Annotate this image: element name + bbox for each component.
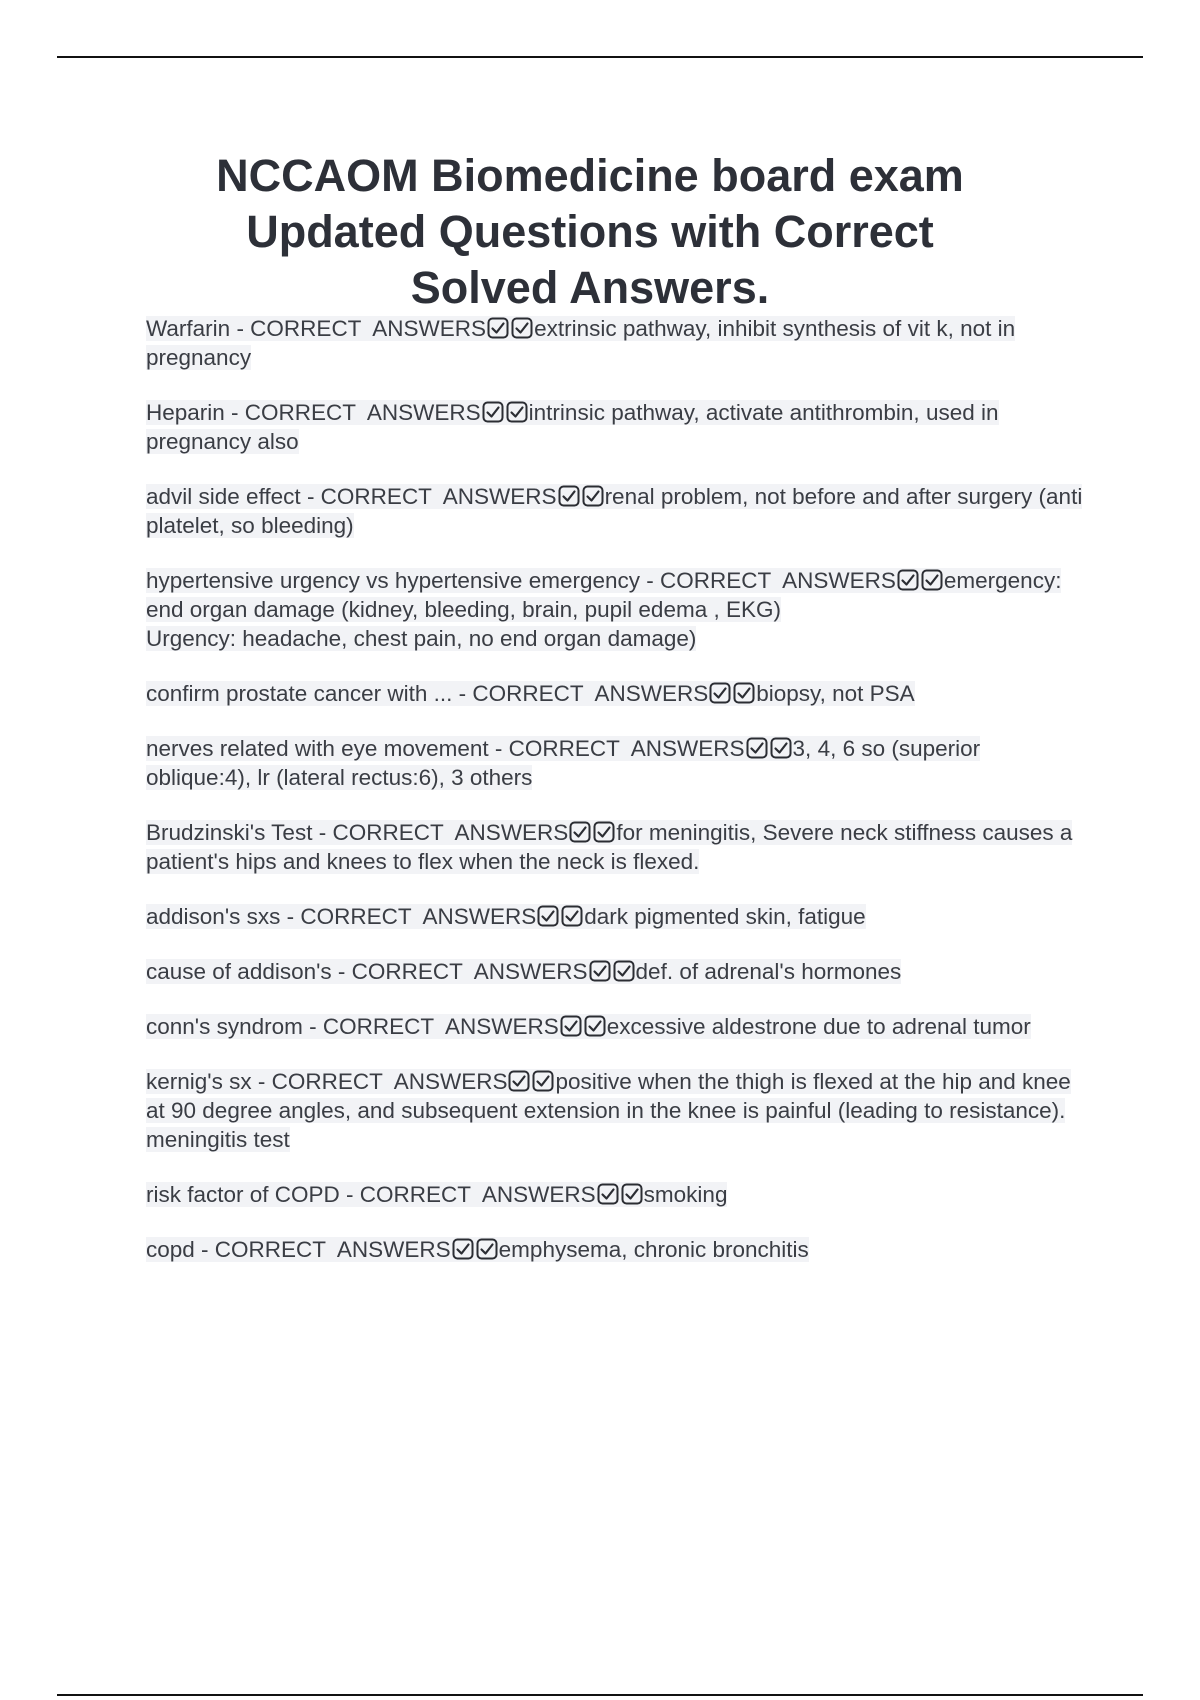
checkbox-checked-icon — [537, 905, 559, 927]
answer-text: extrinsic pathway, inhibit synthesis of vit k, not in pregnancy — [146, 316, 1016, 370]
checkbox-checked-icon — [452, 1238, 474, 1260]
question-text: advil side effect — [146, 484, 301, 509]
checkbox-checked-icon — [511, 317, 533, 339]
question-text: hypertensive urgency vs hypertensive emergency — [146, 568, 641, 593]
question-text: Heparin — [146, 400, 225, 425]
qa-item — [146, 1012, 1090, 1041]
title-line: NCCAOM Biomedicine board exam — [216, 150, 964, 201]
checkbox-checked-icon — [508, 1070, 530, 1092]
correct-answers-label: - CORRECT ANSWERS — [224, 400, 481, 425]
qa-highlight — [146, 316, 1015, 370]
correct-answers-label: - CORRECT ANSWERS — [251, 1069, 508, 1094]
checkbox-checked-icon — [589, 960, 611, 982]
checkbox-checked-icon — [597, 1183, 619, 1205]
qa-highlight — [146, 820, 1072, 874]
qa-item — [146, 1067, 1090, 1154]
page-title — [160, 148, 1020, 316]
question-text: Brudzinski's Test — [146, 820, 313, 845]
question-text: Warfarin — [146, 316, 231, 341]
qa-item — [146, 482, 1090, 540]
answer-text: intrinsic pathway, activate antithrombin, used in pregnancy also — [146, 400, 999, 454]
answer-text: smoking — [643, 1182, 728, 1207]
checkbox-checked-icon — [746, 737, 768, 759]
qa-highlight — [146, 1014, 1031, 1039]
qa-item — [146, 1235, 1090, 1264]
correct-answers-label: - CORRECT ANSWERS — [230, 316, 487, 341]
correct-answers-label: - CORRECT ANSWERS — [452, 681, 709, 706]
answer-text: excessive aldestrone due to adrenal tumor — [606, 1014, 1031, 1039]
qa-list — [146, 314, 1090, 1290]
qa-highlight — [146, 736, 980, 790]
correct-answers-label: - CORRECT ANSWERS — [194, 1237, 451, 1262]
answer-text: positive when the thigh is flexed at the hip and knee at 90 degree angles, and subsequent extension in the knee is painful (leading to resistance). meningitis test — [146, 1069, 1071, 1152]
question-text: addison's sxs — [146, 904, 281, 929]
checkbox-checked-icon — [558, 485, 580, 507]
correct-answers-label: - CORRECT ANSWERS — [331, 959, 588, 984]
answer-text: dark pigmented skin, fatigue — [584, 904, 866, 929]
qa-item — [146, 398, 1090, 456]
checkbox-checked-icon — [921, 569, 943, 591]
checkbox-checked-icon — [560, 1015, 582, 1037]
qa-item — [146, 957, 1090, 986]
checkbox-checked-icon — [582, 485, 604, 507]
answer-text: for meningitis, Severe neck stiffness causes a patient's hips and knees to flex when the neck is flexed. — [146, 820, 1073, 874]
answer-text: renal problem, not before and after surgery (anti platelet, so bleeding) — [146, 484, 1083, 538]
qa-item — [146, 314, 1090, 372]
correct-answers-label: - CORRECT ANSWERS — [280, 904, 537, 929]
checkbox-checked-icon — [506, 401, 528, 423]
correct-answers-label: - CORRECT ANSWERS — [640, 568, 896, 593]
correct-answers-label: - CORRECT ANSWERS — [488, 736, 745, 761]
top-rule — [57, 56, 1143, 58]
correct-answers-label: - CORRECT ANSWERS — [339, 1182, 596, 1207]
checkbox-checked-icon — [897, 569, 919, 591]
question-text: cause of addison's — [146, 959, 332, 984]
checkbox-checked-icon — [733, 682, 755, 704]
qa-highlight — [146, 484, 1082, 538]
qa-highlight — [146, 904, 866, 929]
qa-item — [146, 679, 1090, 708]
qa-item — [146, 566, 1090, 653]
question-text: kernig's sx — [146, 1069, 252, 1094]
title-line: Solved Answers. — [410, 262, 770, 313]
qa-highlight — [146, 1237, 809, 1262]
checkbox-checked-icon — [569, 821, 591, 843]
qa-item — [146, 1180, 1090, 1209]
question-text: nerves related with eye movement — [146, 736, 489, 761]
qa-item — [146, 818, 1090, 876]
qa-highlight — [146, 568, 1061, 651]
correct-answers-label: - CORRECT ANSWERS — [300, 484, 557, 509]
answer-text: biopsy, not PSA — [756, 681, 915, 706]
checkbox-checked-icon — [476, 1238, 498, 1260]
checkbox-checked-icon — [709, 682, 731, 704]
checkbox-checked-icon — [561, 905, 583, 927]
question-text: confirm prostate cancer with ... — [146, 681, 453, 706]
checkbox-checked-icon — [482, 401, 504, 423]
checkbox-checked-icon — [593, 821, 615, 843]
question-text: risk factor of COPD — [146, 1182, 340, 1207]
answer-text-continued: Urgency: headache, chest pain, no end organ damage) — [146, 626, 697, 651]
checkbox-checked-icon — [770, 737, 792, 759]
qa-highlight — [146, 1182, 727, 1207]
answer-text: 3, 4, 6 so (superior oblique:4), lr (lateral rectus:6), 3 others — [146, 736, 981, 790]
qa-highlight — [146, 1069, 1071, 1152]
title-line: Updated Questions with Correct — [246, 206, 934, 257]
correct-answers-label: - CORRECT ANSWERS — [312, 820, 569, 845]
checkbox-checked-icon — [487, 317, 509, 339]
qa-item — [146, 902, 1090, 931]
answer-text: emphysema, chronic bronchitis — [498, 1237, 809, 1262]
checkbox-checked-icon — [621, 1183, 643, 1205]
answer-text: def. of adrenal's hormones — [635, 959, 902, 984]
qa-highlight — [146, 681, 915, 706]
question-text: copd — [146, 1237, 195, 1262]
bottom-rule — [57, 1694, 1143, 1696]
correct-answers-label: - CORRECT ANSWERS — [302, 1014, 559, 1039]
qa-highlight — [146, 400, 999, 454]
checkbox-checked-icon — [613, 960, 635, 982]
checkbox-checked-icon — [584, 1015, 606, 1037]
question-text: conn's syndrom — [146, 1014, 303, 1039]
checkbox-checked-icon — [532, 1070, 554, 1092]
answer-text: emergency: end organ damage (kidney, bleeding, brain, pupil edema , EKG) — [146, 568, 1062, 622]
qa-highlight — [146, 959, 901, 984]
qa-item — [146, 734, 1090, 792]
